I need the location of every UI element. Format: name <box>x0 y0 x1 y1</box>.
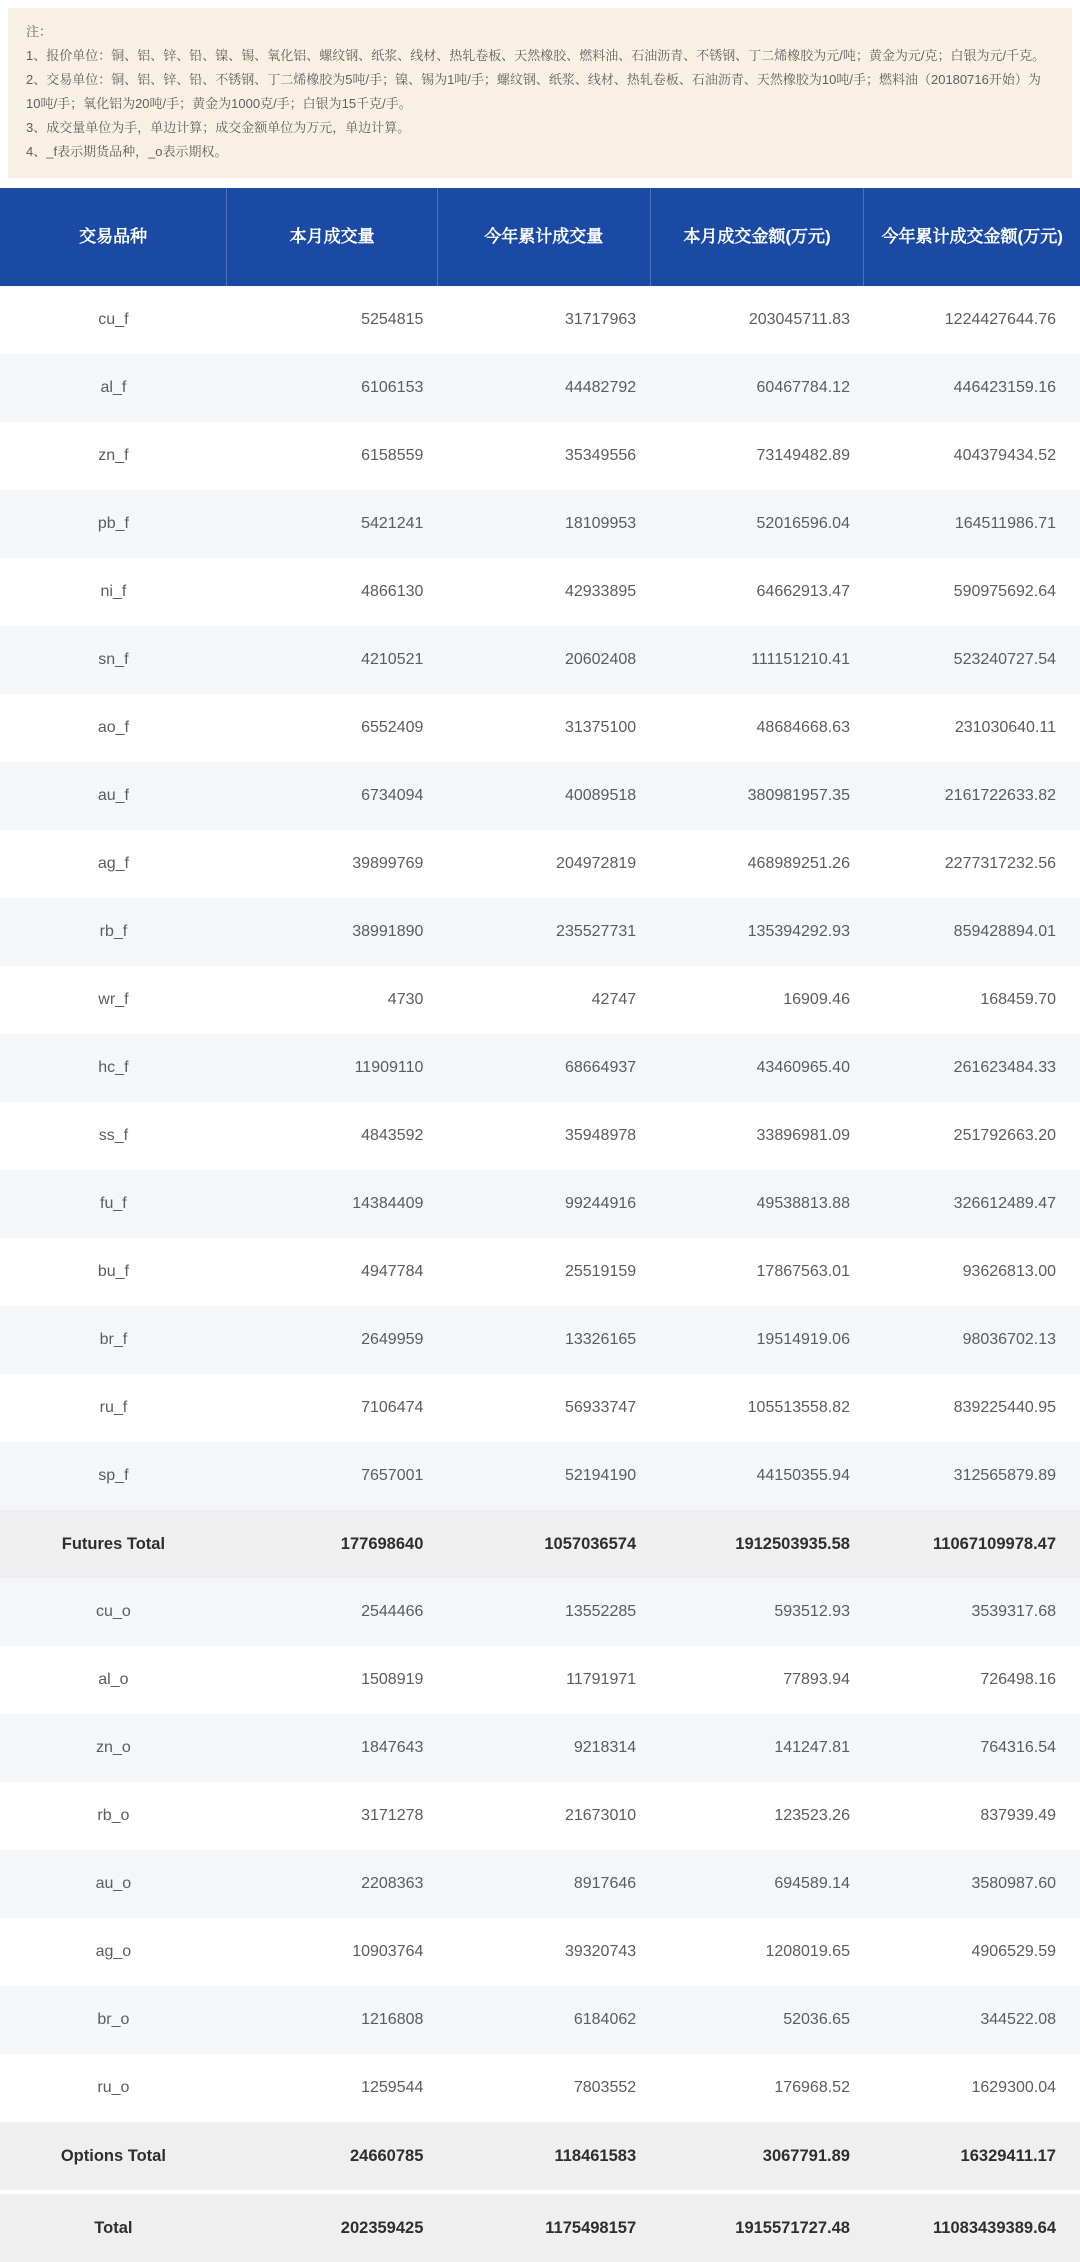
value-cell: 235527731 <box>556 923 637 940</box>
table-row <box>0 1918 1080 1986</box>
note-line: 2、交易单位：铜、铝、锌、铅、不锈钢、丁二烯橡胶为5吨/手；镍、锡为1吨/手；螺纹钢、纸浆、线材、热轧卷板、石油沥青、天然橡胶为10吨/手；燃料油（20180716开始）为10吨/手；氧化铝为20吨/手；黄金为1000克/手；白银为15千克/手。 <box>26 72 1041 111</box>
value-cell: 42933895 <box>564 583 637 600</box>
value-cell: 11083439389.64 <box>933 2218 1056 2237</box>
value-cell: 380981957.35 <box>747 787 850 804</box>
value-cell: 7657001 <box>361 1467 424 1484</box>
value-cell: 3171278 <box>361 1807 424 1824</box>
value-cell: 16909.46 <box>783 991 850 1008</box>
value-cell: 40089518 <box>564 787 637 804</box>
value-cell: 93626813.00 <box>962 1263 1056 1280</box>
product-cell: sn_f <box>98 651 129 668</box>
notes-panel <box>8 8 1072 178</box>
value-cell: 4730 <box>387 991 424 1008</box>
value-cell: 6734094 <box>361 787 424 804</box>
table-row <box>0 490 1080 558</box>
value-cell: 1216808 <box>361 2011 424 2028</box>
value-cell: 202359425 <box>340 2218 424 2237</box>
table-row <box>0 1102 1080 1170</box>
product-cell: rb_o <box>97 1807 130 1824</box>
value-cell: 1847643 <box>361 1739 424 1756</box>
notes-title: 注： <box>26 24 53 39</box>
value-cell: 261623484.33 <box>953 1059 1056 1076</box>
value-cell: 20602408 <box>564 651 637 668</box>
table-row <box>0 1850 1080 1918</box>
value-cell: 1915571727.48 <box>735 2218 850 2237</box>
table-row <box>0 1578 1080 1646</box>
product-cell: sp_f <box>98 1467 129 1484</box>
value-cell: 21673010 <box>564 1807 637 1824</box>
table-row <box>0 1034 1080 1102</box>
value-cell: 168459.70 <box>980 991 1056 1008</box>
product-cell: ao_f <box>97 719 129 736</box>
value-cell: 8917646 <box>573 1875 637 1892</box>
value-cell: 64662913.47 <box>756 583 850 600</box>
value-cell: 726498.16 <box>980 1671 1056 1688</box>
product-cell: Futures Total <box>61 1534 166 1553</box>
table-row <box>0 830 1080 898</box>
product-cell: ss_f <box>98 1127 129 1144</box>
value-cell: 11791971 <box>566 1671 637 1688</box>
value-cell: 38991890 <box>352 923 424 940</box>
value-cell: 13552285 <box>564 1603 637 1620</box>
value-cell: 10903764 <box>352 1943 424 1960</box>
value-cell: 4843592 <box>361 1127 424 1144</box>
note-line: 4、_f表示期货品种，_o表示期权。 <box>26 144 228 159</box>
value-cell: 35948978 <box>564 1127 637 1144</box>
value-cell: 43460965.40 <box>756 1059 850 1076</box>
table-row <box>0 286 1080 354</box>
table-row <box>0 1306 1080 1374</box>
grand-total-row <box>0 2192 1080 2262</box>
header-cell: 本月成交金额(万元) <box>650 188 864 286</box>
note-line: 1、报价单位：铜、铝、锌、铅、镍、锡、氧化铝、螺纹钢、纸浆、线材、热轧卷板、天然橡胶、燃料油、石油沥青、不锈钢、丁二烯橡胶为元/吨；黄金为元/克；白银为元/千克。 <box>26 48 1046 63</box>
value-cell: 24660785 <box>349 2146 424 2165</box>
value-cell: 141247.81 <box>774 1739 850 1756</box>
table-row <box>0 354 1080 422</box>
value-cell: 1912503935.58 <box>735 1534 850 1553</box>
value-cell: 164511986.71 <box>954 515 1056 532</box>
value-cell: 111151210.41 <box>751 651 850 668</box>
value-cell: 6106153 <box>361 379 424 396</box>
value-cell: 326612489.47 <box>953 1195 1056 1212</box>
value-cell: 98036702.13 <box>962 1331 1056 1348</box>
value-cell: 859428894.01 <box>953 923 1056 940</box>
value-cell: 1508919 <box>361 1671 424 1688</box>
value-cell: 16329411.17 <box>960 2146 1056 2165</box>
value-cell: 176968.52 <box>774 2079 850 2096</box>
value-cell: 56933747 <box>564 1399 637 1416</box>
value-cell: 523240727.54 <box>953 651 1056 668</box>
table-row <box>0 626 1080 694</box>
header-cell: 今年累计成交金额(万元) <box>864 188 1080 286</box>
value-cell: 764316.54 <box>980 1739 1056 1756</box>
value-cell: 68664937 <box>564 1059 637 1076</box>
value-cell: 694589.14 <box>774 1875 850 1892</box>
value-cell: 18109953 <box>564 515 637 532</box>
value-cell: 5254815 <box>361 311 424 328</box>
product-cell: al_o <box>98 1671 129 1688</box>
value-cell: 839225440.95 <box>953 1399 1056 1416</box>
value-cell: 4947784 <box>361 1263 424 1280</box>
value-cell: 203045711.83 <box>748 311 850 328</box>
product-cell: br_o <box>97 2011 130 2028</box>
value-cell: 4866130 <box>361 583 424 600</box>
value-cell: 2161722633.82 <box>944 787 1056 804</box>
value-cell: 31717963 <box>564 311 637 328</box>
value-cell: 11067109978.47 <box>933 1534 1056 1553</box>
value-cell: 1175498157 <box>545 2218 637 2237</box>
value-cell: 77893.94 <box>783 1671 850 1688</box>
product-cell: ag_o <box>95 1943 132 1960</box>
value-cell: 2277317232.56 <box>944 855 1056 872</box>
table-header <box>0 188 1080 286</box>
value-cell: 593512.93 <box>774 1603 850 1620</box>
value-cell: 5421241 <box>361 515 424 532</box>
product-cell: au_f <box>97 787 129 804</box>
table-row <box>0 1986 1080 2054</box>
value-cell: 312565879.89 <box>953 1467 1056 1484</box>
product-cell: rb_f <box>99 923 128 940</box>
value-cell: 7803552 <box>573 2079 637 2096</box>
value-cell: 48684668.63 <box>756 719 850 736</box>
value-cell: 2649959 <box>361 1331 424 1348</box>
product-cell: ag_f <box>97 855 129 872</box>
value-cell: 2208363 <box>361 1875 424 1892</box>
product-cell: ni_f <box>100 583 127 600</box>
value-cell: 1224427644.76 <box>944 311 1056 328</box>
table-body <box>0 286 1080 2262</box>
value-cell: 344522.08 <box>980 2011 1056 2028</box>
table-row <box>0 1374 1080 1442</box>
value-cell: 39320743 <box>564 1943 637 1960</box>
value-cell: 1629300.04 <box>971 2079 1056 2096</box>
value-cell: 3539317.68 <box>971 1603 1056 1620</box>
value-cell: 1208019.65 <box>765 1943 850 1960</box>
notes-list <box>26 44 1052 164</box>
value-cell: 7106474 <box>361 1399 424 1416</box>
page <box>0 8 1080 2262</box>
table-header-row <box>0 188 1080 286</box>
value-cell: 2544466 <box>361 1603 424 1620</box>
value-cell: 837939.49 <box>980 1807 1056 1824</box>
value-cell: 6552409 <box>361 719 424 736</box>
value-cell: 13326165 <box>564 1331 637 1348</box>
value-cell: 1259544 <box>361 2079 424 2096</box>
value-cell: 39899769 <box>352 855 424 872</box>
value-cell: 251792663.20 <box>953 1127 1056 1144</box>
options-total-row <box>0 2122 1080 2192</box>
product-cell: bu_f <box>97 1263 129 1280</box>
value-cell: 118461583 <box>554 2146 637 2165</box>
product-cell: cu_f <box>98 311 129 328</box>
header-cell: 交易品种 <box>0 188 227 286</box>
product-cell: ru_f <box>99 1399 128 1416</box>
product-cell: cu_o <box>96 1603 131 1620</box>
value-cell: 135394292.93 <box>747 923 850 940</box>
product-cell: Total <box>94 2218 133 2237</box>
value-cell: 590975692.64 <box>953 583 1056 600</box>
value-cell: 204972819 <box>556 855 637 872</box>
header-cell: 本月成交量 <box>227 188 438 286</box>
table-row <box>0 898 1080 966</box>
value-cell: 6158559 <box>361 447 424 464</box>
value-cell: 44150355.94 <box>756 1467 850 1484</box>
value-cell: 99244916 <box>564 1195 637 1212</box>
value-cell: 14384409 <box>352 1195 424 1212</box>
value-cell: 60467784.12 <box>756 379 850 396</box>
value-cell: 231030640.11 <box>954 719 1056 736</box>
product-cell: fu_f <box>100 1195 127 1212</box>
value-cell: 177698640 <box>340 1534 424 1553</box>
table-row <box>0 1238 1080 1306</box>
table-row <box>0 1170 1080 1238</box>
value-cell: 6184062 <box>573 2011 637 2028</box>
product-cell: zn_f <box>98 447 129 464</box>
value-cell: 446423159.16 <box>953 379 1056 396</box>
table-row <box>0 1646 1080 1714</box>
trading-stats-table <box>0 188 1080 2262</box>
value-cell: 42747 <box>591 991 637 1008</box>
value-cell: 19514919.06 <box>756 1331 850 1348</box>
value-cell: 31375100 <box>564 719 637 736</box>
value-cell: 52194190 <box>564 1467 637 1484</box>
table-row <box>0 762 1080 830</box>
value-cell: 404379434.52 <box>953 447 1056 464</box>
table-row <box>0 422 1080 490</box>
value-cell: 9218314 <box>573 1739 637 1756</box>
value-cell: 105513558.82 <box>747 1399 850 1416</box>
table-row <box>0 694 1080 762</box>
value-cell: 3580987.60 <box>971 1875 1056 1892</box>
product-cell: ru_o <box>97 2079 130 2096</box>
value-cell: 25519159 <box>564 1263 637 1280</box>
value-cell: 468989251.26 <box>747 855 850 872</box>
value-cell: 35349556 <box>564 447 637 464</box>
value-cell: 11909110 <box>354 1059 424 1076</box>
header-cell: 今年累计成交量 <box>437 188 650 286</box>
table-row <box>0 1782 1080 1850</box>
value-cell: 123523.26 <box>774 1807 850 1824</box>
value-cell: 44482792 <box>564 379 637 396</box>
value-cell: 3067791.89 <box>762 2146 850 2165</box>
product-cell: au_o <box>95 1875 132 1892</box>
table-row <box>0 1442 1080 1510</box>
table-row <box>0 1714 1080 1782</box>
product-cell: br_f <box>99 1331 128 1348</box>
value-cell: 33896981.09 <box>756 1127 850 1144</box>
product-cell: zn_o <box>96 1739 131 1756</box>
product-cell: hc_f <box>98 1059 129 1076</box>
product-cell: wr_f <box>98 991 129 1008</box>
value-cell: 49538813.88 <box>756 1195 850 1212</box>
product-cell: Options Total <box>60 2146 166 2165</box>
value-cell: 73149482.89 <box>756 447 850 464</box>
value-cell: 52016596.04 <box>756 515 850 532</box>
table-row <box>0 966 1080 1034</box>
product-cell: pb_f <box>97 515 129 532</box>
note-line: 3、成交量单位为手，单边计算；成交金额单位为万元，单边计算。 <box>26 120 411 135</box>
value-cell: 52036.65 <box>783 2011 850 2028</box>
table-row <box>0 2054 1080 2122</box>
futures-total-row <box>0 1510 1080 1578</box>
value-cell: 4210521 <box>361 651 424 668</box>
value-cell: 1057036574 <box>544 1534 637 1553</box>
value-cell: 4906529.59 <box>971 1943 1056 1960</box>
product-cell: al_f <box>100 379 127 396</box>
value-cell: 17867563.01 <box>756 1263 850 1280</box>
table-row <box>0 558 1080 626</box>
